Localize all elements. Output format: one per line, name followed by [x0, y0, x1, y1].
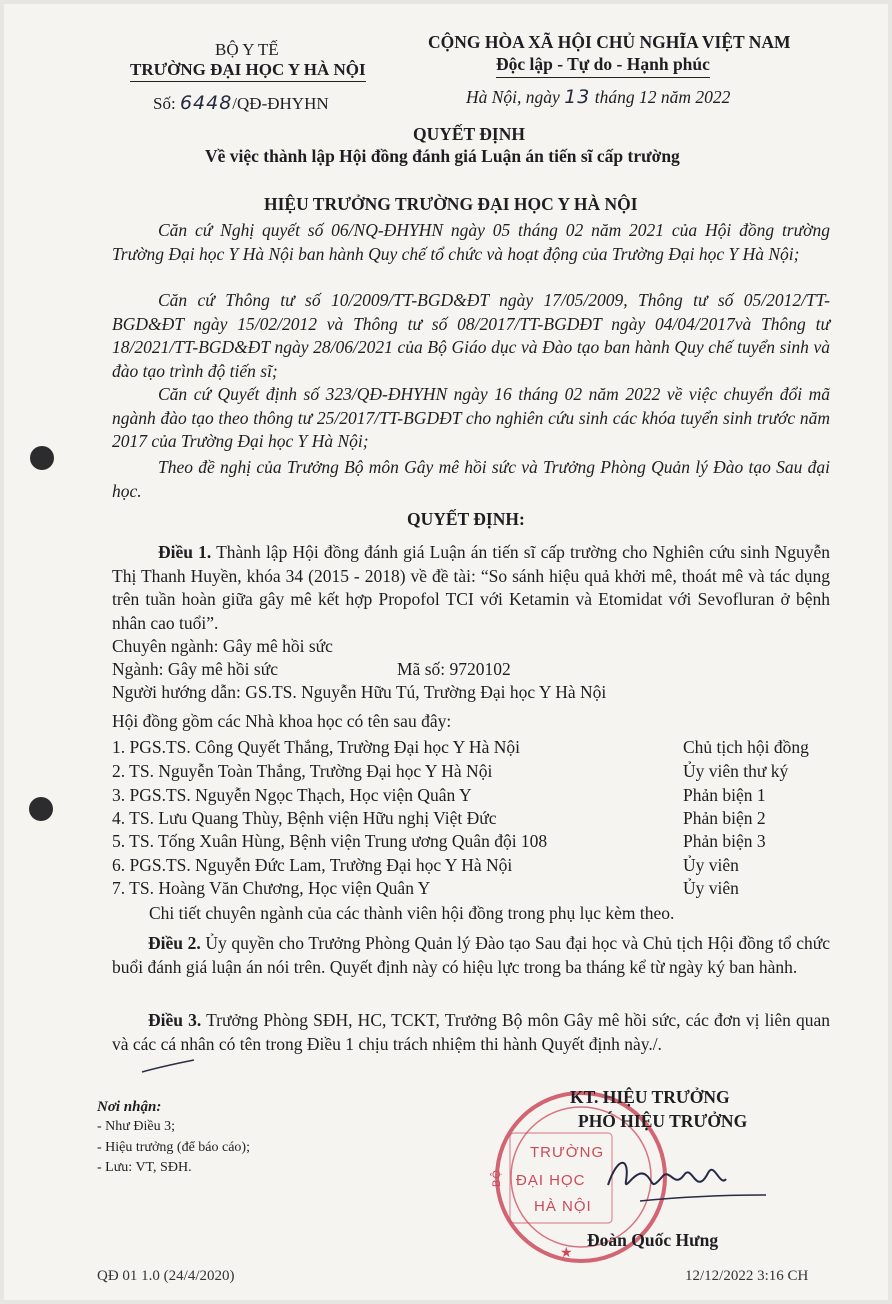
article-3-text: Trưởng Phòng SĐH, HC, TCKT, Trưởng Bộ môn Gây mê hồi sức, các đơn vị liên quan và các cá nhân có tên trong Điều 1 chịu trách nhiệm thi hành Quyết định này./.	[112, 1010, 831, 1054]
national-motto: Độc lập - Tự do - Hạnh phúc	[496, 54, 710, 78]
recital-3: Căn cứ Quyết định số 323/QĐ-ĐHYHN ngày 16 tháng 02 năm 2022 về việc chuyển đổi mã ngành đào tạo theo thông tư 25/2017/TT-BGDĐT cho nghiên cứu sinh các khóa tuyển sinh trước năm 2017 của Trường Đại học Y Hà Nội;	[112, 384, 830, 451]
article-2-label: Điều 2.	[148, 933, 201, 953]
recipient-1: - Như Điều 3;	[97, 1119, 175, 1134]
member-6-name: 6. PGS.TS. Nguyễn Đức Lam, Trường Đại học Y Hà Nội	[112, 855, 513, 875]
member-3-role: Phản biện 1	[683, 785, 766, 805]
recipient-2: - Hiệu trưởng (để báo cáo);	[97, 1140, 250, 1155]
article-1	[112, 541, 830, 635]
issue-date	[466, 86, 730, 108]
signature-line-2: PHÓ HIỆU TRƯỞNG	[578, 1111, 748, 1131]
handwritten-flourish	[140, 1058, 196, 1076]
print-timestamp: 12/12/2022 3:16 CH	[685, 1268, 809, 1284]
member-2-name: 2. TS. Nguyễn Toàn Thắng, Trường Đại học Y Hà Nội	[112, 761, 493, 781]
handwritten-signature	[600, 1145, 770, 1215]
number-suffix: /QĐ-ĐHYHN	[232, 94, 329, 113]
decision-title: QUYẾT ĐỊNH	[413, 124, 525, 144]
member-1-name: 1. PGS.TS. Công Quyết Thắng, Trường Đại học Y Hà Nội	[112, 737, 520, 757]
recipient-3: - Lưu: VT, SĐH.	[97, 1160, 192, 1175]
article-1-text: Thành lập Hội đồng đánh giá Luận án tiến sĩ cấp trường cho Nghiên cứu sinh Nguyễn Thị Thanh Huyền, khóa 34 (2015 - 2018) về đề tài: “So sánh hiệu quả khởi mê, thoát mê và tác dụng trên tuần hoàn giữa gây mê kết hợp Propofol TCI với Ketamin và Etomidat với Sevofluran ở bệnh nhân cao tuổi”.	[112, 542, 831, 633]
stamp-line-1: TRƯỜNG	[530, 1144, 605, 1161]
member-2-role: Ủy viên thư ký	[683, 761, 789, 781]
article-2	[112, 932, 830, 979]
number-handwritten: 6448	[179, 92, 233, 114]
authority-title: HIỆU TRƯỞNG TRƯỜNG ĐẠI HỌC Y HÀ NỘI	[264, 194, 638, 214]
decision-heading: QUYẾT ĐỊNH:	[407, 509, 525, 529]
article-2-text: Ủy quyền cho Trưởng Phòng Quản lý Đào tạo Sau đại học và Chủ tịch Hội đồng tổ chức buổi đánh giá luận án nói trên. Quyết định này có hiệu lực trong ba tháng kể từ ngày ký ban hành.	[112, 933, 831, 977]
member-1-role: Chủ tịch hội đồng	[683, 737, 809, 757]
council-intro: Hội đồng gồm các Nhà khoa học có tên sau đây:	[112, 711, 452, 731]
appendix-note: Chi tiết chuyên ngành của các thành viên hội đồng trong phụ lục kèm theo.	[149, 903, 675, 923]
stamp-side: BỘ	[491, 1169, 503, 1187]
stamp-line-2: ĐẠI HỌC	[516, 1172, 586, 1189]
decision-subject: Về việc thành lập Hội đồng đánh giá Luận án tiến sĩ cấp trường	[205, 146, 680, 166]
member-4-name: 4. TS. Lưu Quang Thùy, Bệnh viện Hữu nghị Việt Đức	[112, 808, 497, 828]
major-code: Mã số: 9720102	[397, 659, 511, 679]
member-5-name: 5. TS. Tống Xuân Hùng, Bệnh viện Trung ương Quân đội 108	[112, 831, 548, 851]
republic-name: CỘNG HÒA XÃ HỘI CHỦ NGHĨA VIỆT NAM	[428, 32, 791, 52]
form-code: QĐ 01 1.0 (24/4/2020)	[97, 1268, 235, 1284]
member-4-role: Phản biện 2	[683, 808, 766, 828]
recital-4: Theo đề nghị của Trưởng Bộ môn Gây mê hồi sức và Trưởng Phòng Quản lý Đào tạo Sau đại học.	[112, 457, 830, 501]
member-7-role: Ủy viên	[683, 878, 739, 898]
member-6-role: Ủy viên	[683, 855, 739, 875]
signature-line-1: KT. HIỆU TRƯỞNG	[570, 1087, 730, 1107]
document-number	[153, 92, 329, 114]
ministry-name: BỘ Y TẾ	[215, 40, 279, 59]
date-suffix: tháng 12 năm 2022	[594, 87, 731, 107]
member-5-role: Phản biện 3	[683, 831, 766, 851]
recital-2: Căn cứ Thông tư số 10/2009/TT-BGD&ĐT ngày 17/05/2009, Thông tư số 05/2012/TT-BGD&ĐT ngày 15/02/2012 và Thông tư số 08/2017/TT-BGDĐT ngày 04/04/2017và Thông tư 18/2021/TT-BGD&ĐT ngày 28/06/2021 của Bộ Giáo dục và Đào tạo ban hành Quy chế tuyển sinh và đào tạo trình độ tiến sĩ;	[112, 290, 830, 381]
major: Ngành: Gây mê hồi sức	[112, 659, 278, 679]
article-3-label: Điều 3.	[148, 1010, 202, 1030]
recital-1: Căn cứ Nghị quyết số 06/NQ-ĐHYHN ngày 05 tháng 02 năm 2021 của Hội đồng trường Trường Đại học Y Hà Nội ban hành Quy chế tổ chức và hoạt động của Trường Đại học Y Hà Nội;	[112, 220, 830, 264]
article-1-label: Điều 1.	[158, 542, 212, 562]
school-name: TRƯỜNG ĐẠI HỌC Y HÀ NỘI	[130, 60, 366, 82]
number-prefix: Số:	[153, 94, 176, 113]
date-handwritten: 13	[564, 86, 591, 108]
date-prefix: Hà Nội, ngày	[466, 87, 560, 107]
advisor: Người hướng dẫn: GS.TS. Nguyễn Hữu Tú, Trường Đại học Y Hà Nội	[112, 682, 607, 702]
signer-name: Đoàn Quốc Hưng	[587, 1230, 719, 1250]
punch-hole-bottom	[29, 797, 53, 821]
member-7-name: 7. TS. Hoàng Văn Chương, Học viện Quân Y	[112, 878, 431, 898]
specialty: Chuyên ngành: Gây mê hồi sức	[112, 636, 333, 656]
stamp-star-icon: ★	[560, 1246, 573, 1261]
stamp-line-3: HÀ NỘI	[534, 1198, 592, 1215]
recipients-heading: Nơi nhận:	[97, 1099, 162, 1115]
punch-hole-top	[30, 446, 54, 470]
article-3	[112, 1009, 830, 1056]
member-3-name: 3. PGS.TS. Nguyễn Ngọc Thạch, Học viện Quân Y	[112, 785, 472, 805]
